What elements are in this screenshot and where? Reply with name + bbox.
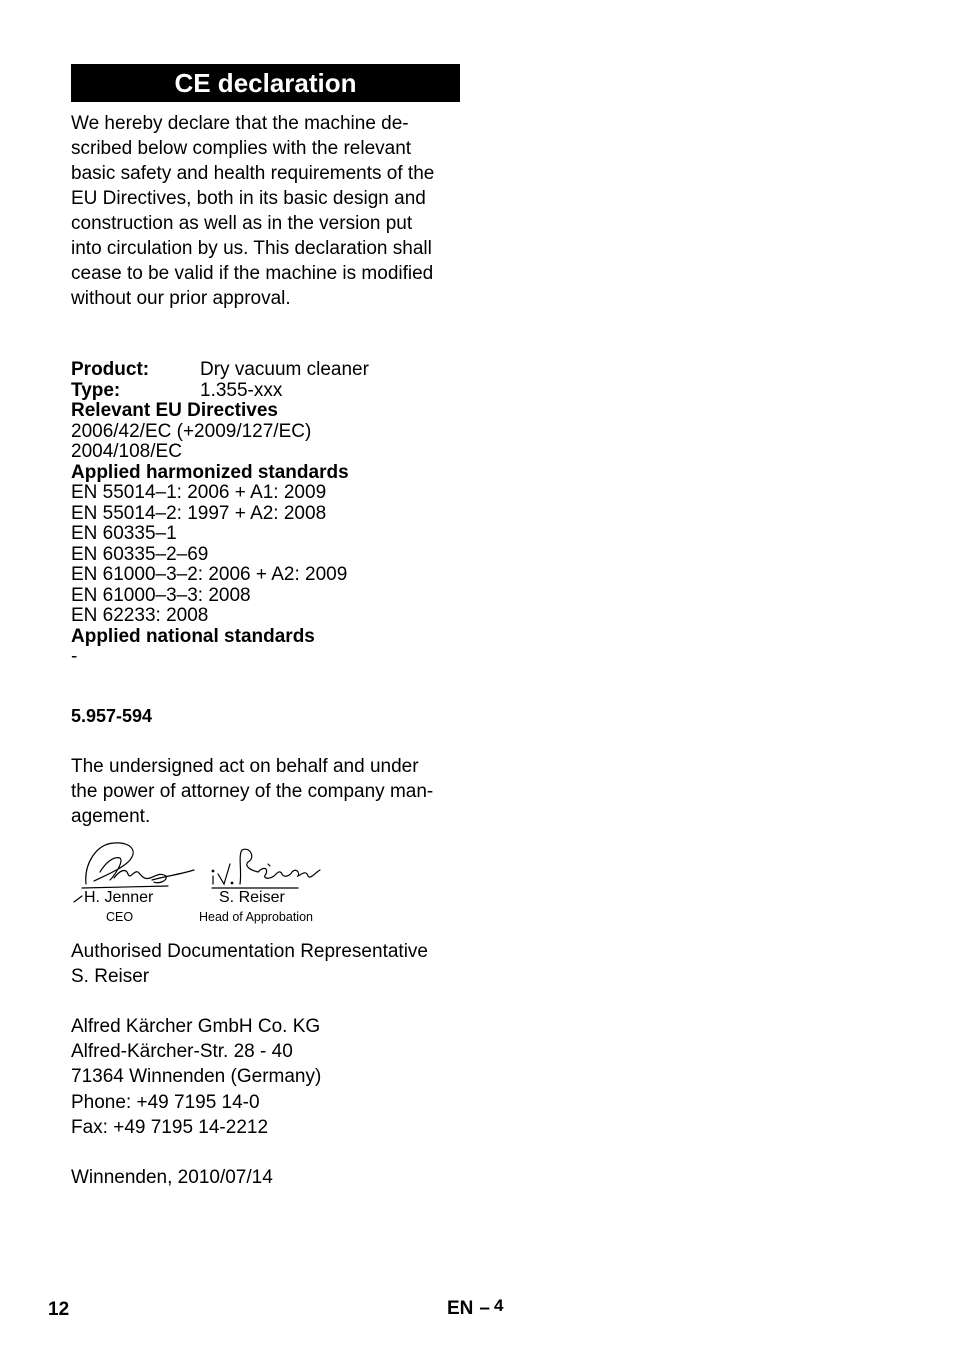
language-marker <box>447 1298 503 1320</box>
address-line: 71364 Winnenden (Germany) <box>71 1066 322 1088</box>
section-heading: CE declaration <box>71 64 460 102</box>
intro-line: We hereby declare that the machine de- <box>71 113 409 134</box>
language-dash: – <box>479 1298 490 1319</box>
type-value: 1.355-xxx <box>200 379 283 401</box>
intro-line: scribed below complies with the relevant <box>71 138 412 159</box>
product-label: Product: <box>71 359 150 380</box>
type-label: Type: <box>71 379 121 401</box>
intro-line: into circulation by us. This declaration shall <box>71 238 432 259</box>
documentation-representative <box>71 939 471 989</box>
statement-line: The undersigned act on behalf and under <box>71 756 419 777</box>
product-specification <box>71 360 471 668</box>
place-and-date: Winnenden, 2010/07/14 <box>71 1167 273 1188</box>
intro-line: EU Directives, both in its basic design and <box>71 188 426 209</box>
type-row <box>71 381 471 402</box>
standard-item: EN 61000–3–2: 2006 + A2: 2009 <box>71 564 348 585</box>
standard-item: EN 55014–1: 2006 + A1: 2009 <box>71 482 327 503</box>
company-address <box>71 1014 471 1140</box>
language-code: EN <box>447 1298 474 1319</box>
undersigned-statement <box>71 754 463 829</box>
directive-item: 2004/108/EC <box>71 441 182 462</box>
signature-block <box>70 836 340 928</box>
address-line: Fax: +49 7195 14-2212 <box>71 1116 269 1138</box>
representative-name: S. Reiser <box>71 966 150 987</box>
intro-line: basic safety and health requirements of the <box>71 163 435 184</box>
address-line: Alfred-Kärcher-Str. 28 - 40 <box>71 1041 293 1063</box>
reiser-signature <box>212 849 320 888</box>
signer-name: S. Reiser <box>219 889 285 906</box>
intro-line: cease to be valid if the machine is modified <box>71 263 434 284</box>
signer-role: CEO <box>106 910 134 924</box>
standard-item: EN 55014–2: 1997 + A2: 2008 <box>71 502 327 524</box>
signer-role: Head of Approbation <box>199 910 313 924</box>
national-item: - <box>71 646 78 667</box>
standard-item: EN 60335–2–69 <box>71 543 209 565</box>
standard-item: EN 61000–3–3: 2008 <box>71 584 251 606</box>
address-line: Alfred Kärcher GmbH Co. KG <box>71 1016 321 1037</box>
statement-line: the power of attorney of the company man- <box>71 781 434 802</box>
page-number: 12 <box>48 1299 70 1320</box>
harmonized-heading: Applied harmonized standards <box>71 461 349 483</box>
language-page: 4 <box>493 1296 504 1315</box>
intro-line: construction as well as in the version put <box>71 213 413 234</box>
product-row <box>71 360 471 381</box>
part-number: 5.957-594 <box>71 706 153 726</box>
directives-heading: Relevant EU Directives <box>71 400 278 421</box>
address-line: Phone: +49 7195 14-0 <box>71 1091 260 1113</box>
standard-item: EN 60335–1 <box>71 523 177 544</box>
intro-line: without our prior approval. <box>71 288 291 309</box>
national-heading: Applied national standards <box>71 625 315 647</box>
directive-item: 2006/42/EC (+2009/127/EC) <box>71 420 312 442</box>
signer-name: H. Jenner <box>84 889 154 906</box>
product-value: Dry vacuum cleaner <box>200 359 369 380</box>
declaration-intro <box>71 111 463 311</box>
representative-title: Authorised Documentation Representative <box>71 941 428 962</box>
standard-item: EN 62233: 2008 <box>71 605 209 626</box>
statement-line: agement. <box>71 806 151 827</box>
